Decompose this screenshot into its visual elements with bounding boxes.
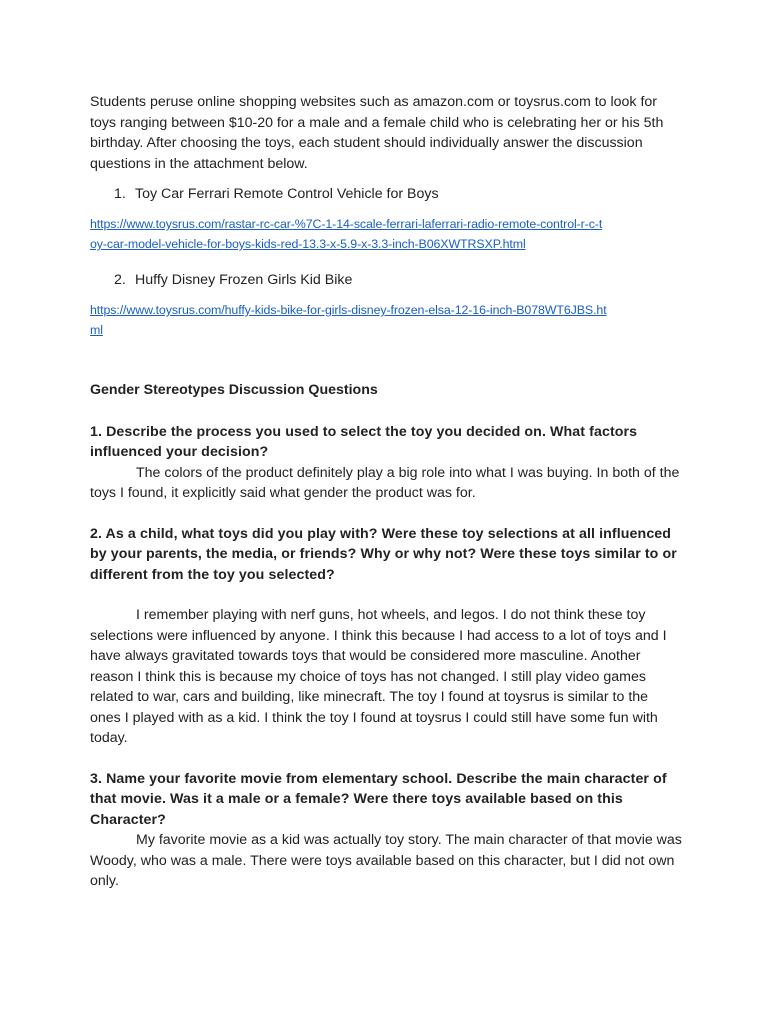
toy-number-2: 2.: [114, 272, 126, 288]
answer-3: My favorite movie as a kid was actually toy story. The main character of that movie was Woody, who was a male. There were toys available based on this character, but I did not own only.: [90, 832, 682, 889]
toy-list-item-2: [90, 270, 682, 290]
intro-paragraph: Students peruse online shopping websites such as amazon.com or toysrus.com to look for toys ranging between $10-20 for a male and a female child who is celebrating her or his 5th birthday. After choosing the toys, each student should individually answer the discussion questions in the attachment below.: [90, 94, 664, 172]
answer-2: I remember playing with nerf guns, hot wheels, and legos. I do not think these toy selections were influenced by anyone. I think this because I had access to a lot of toys and I have always gravitated towards toys that would be considered more masculine. Another reason I think this is because my choice of toys has not changed. I still play video games related to war, cars and building, like minecraft. The toy I found at toysrus is similar to the ones I played with as a kid. I think the toy I found at toysrus I could still have some fun with today.: [90, 607, 667, 746]
question-3: 3. Name your favorite movie from elementary school. Describe the main character of that movie. Was it a male or a female? Were there toys available based on this Character?: [90, 770, 667, 828]
document-page: [90, 92, 682, 892]
toy-link-2[interactable]: [90, 300, 682, 340]
question-1: 1. Describe the process you used to select the toy you decided on. What factors influenced your decision?: [90, 423, 638, 460]
toy-link-2-line-1[interactable]: https://www.toysrus.com/huffy-kids-bike-for-girls-disney-frozen-elsa-12-16-inch-B078WT6JBS.ht: [90, 303, 607, 317]
toy-link-1-line-1[interactable]: https://www.toysrus.com/rastar-rc-car-%7C-1-14-scale-ferrari-laferrari-radio-remote-control-r-c-t: [90, 217, 603, 231]
question-2: 2. As a child, what toys did you play with? Were these toy selections at all influenced by your parents, the media, or friends? Why or why not? Were these toys similar to or different from the toy you selected?: [90, 525, 677, 583]
toy-name-1: Toy Car Ferrari Remote Control Vehicle for Boys: [135, 186, 439, 202]
toy-number-1: 1.: [114, 186, 126, 202]
toy-link-1-line-2[interactable]: oy-car-model-vehicle-for-boys-kids-red-13.3-x-5.9-x-3.3-inch-B06XWTRSXP.html: [90, 237, 526, 251]
toy-list-item-1: [90, 184, 682, 204]
toy-link-1[interactable]: [90, 214, 682, 254]
toy-name-2: Huffy Disney Frozen Girls Kid Bike: [135, 272, 353, 288]
section-title: Gender Stereotypes Discussion Questions: [90, 382, 378, 398]
answer-1: The colors of the product definitely play a big role into what I was buying. In both of the toys I found, it explicitly said what gender the product was for.: [90, 464, 680, 501]
toy-link-2-line-2[interactable]: ml: [90, 323, 103, 337]
